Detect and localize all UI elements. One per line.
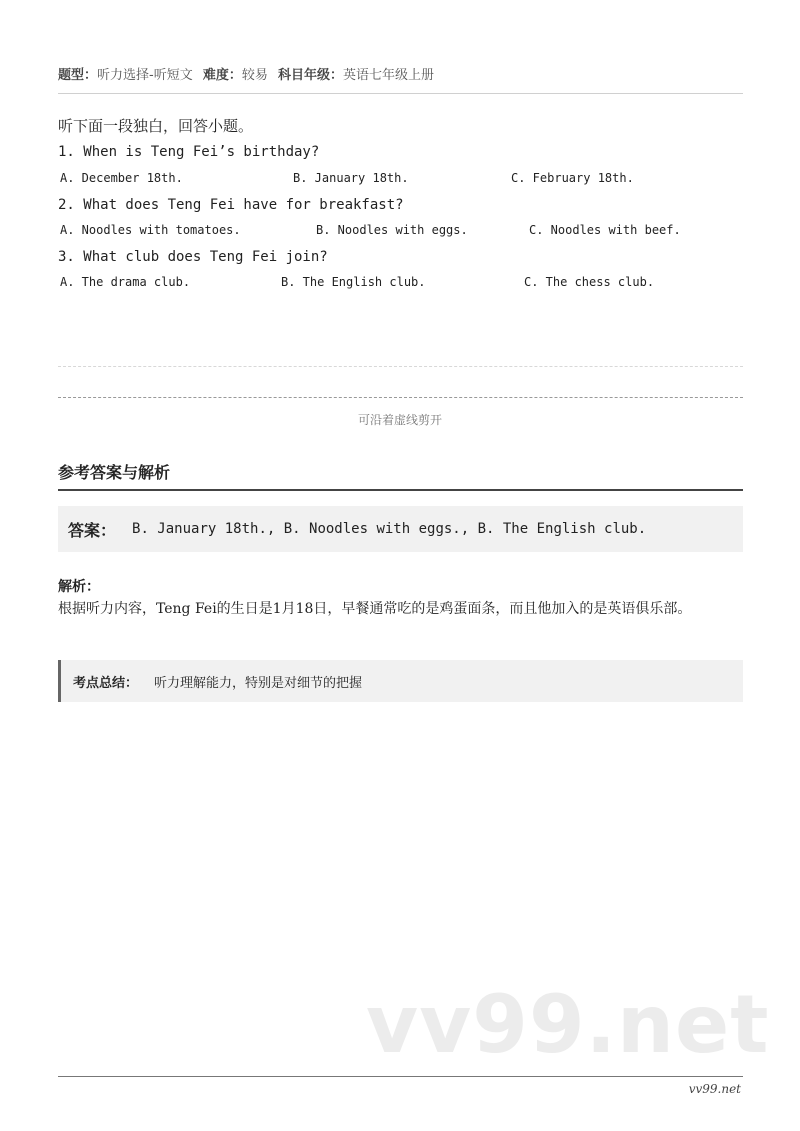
footer-divider [58, 1076, 743, 1077]
key-point-box [58, 660, 743, 702]
question-1: 1. When is Teng Fei’s birthday? [58, 144, 320, 160]
difficulty-label: 难度： [202, 68, 242, 83]
analysis-text: 根据听力内容，Teng Fei的生日是1月18日，早餐通常吃的是鸡蛋面条，而且他加入的是英语俱乐部。 [58, 601, 692, 617]
watermark: vv99.net [366, 978, 770, 1071]
type-value: 听力选择-听短文 [97, 68, 193, 83]
question-2-option-c: C. Noodles with beef. [529, 223, 681, 237]
section-divider [58, 489, 743, 491]
question-3-option-b: B. The English club. [281, 275, 426, 289]
question-3: 3. What club does Teng Fei join? [58, 249, 328, 265]
cut-hint: 可沿着虚线剪开 [357, 413, 442, 427]
question-2-option-a: A. Noodles with tomatoes. [60, 223, 241, 237]
question-3-option-a: A. The drama club. [60, 275, 191, 289]
question-intro: 听下面一段独白，回答小题。 [58, 117, 254, 135]
question-1-option-a: A. December 18th. [60, 171, 183, 185]
answer-label: 答案： [68, 520, 117, 540]
key-point-label: 考点总结： [73, 675, 139, 691]
cut-dashed-line [58, 397, 743, 398]
analysis-label: 解析： [58, 579, 100, 595]
question-2-option-b: B. Noodles with eggs. [316, 223, 468, 237]
difficulty-value: 较易 [241, 68, 268, 83]
question-1-option-b: B. January 18th. [293, 171, 409, 185]
question-1-option-c: C. February 18th. [511, 171, 634, 185]
top-divider [58, 93, 743, 94]
faint-dashed-line [58, 366, 743, 367]
answer-section-title: 参考答案与解析 [58, 463, 171, 482]
subject-label: 科目年级： [278, 68, 344, 83]
question-3-option-c: C. The chess club. [524, 275, 655, 289]
question-meta [58, 64, 434, 83]
key-point-text: 听力理解能力，特别是对细节的把握 [154, 675, 363, 691]
answer-text: B. January 18th., B. Noodles with eggs., B. The English club. [132, 521, 647, 537]
footer-site: vv99.net [688, 1082, 741, 1096]
subject-value: 英语七年级上册 [343, 68, 435, 83]
question-2: 2. What does Teng Fei have for breakfast? [58, 197, 404, 213]
answer-box [58, 506, 743, 552]
type-label: 题型： [58, 68, 98, 83]
